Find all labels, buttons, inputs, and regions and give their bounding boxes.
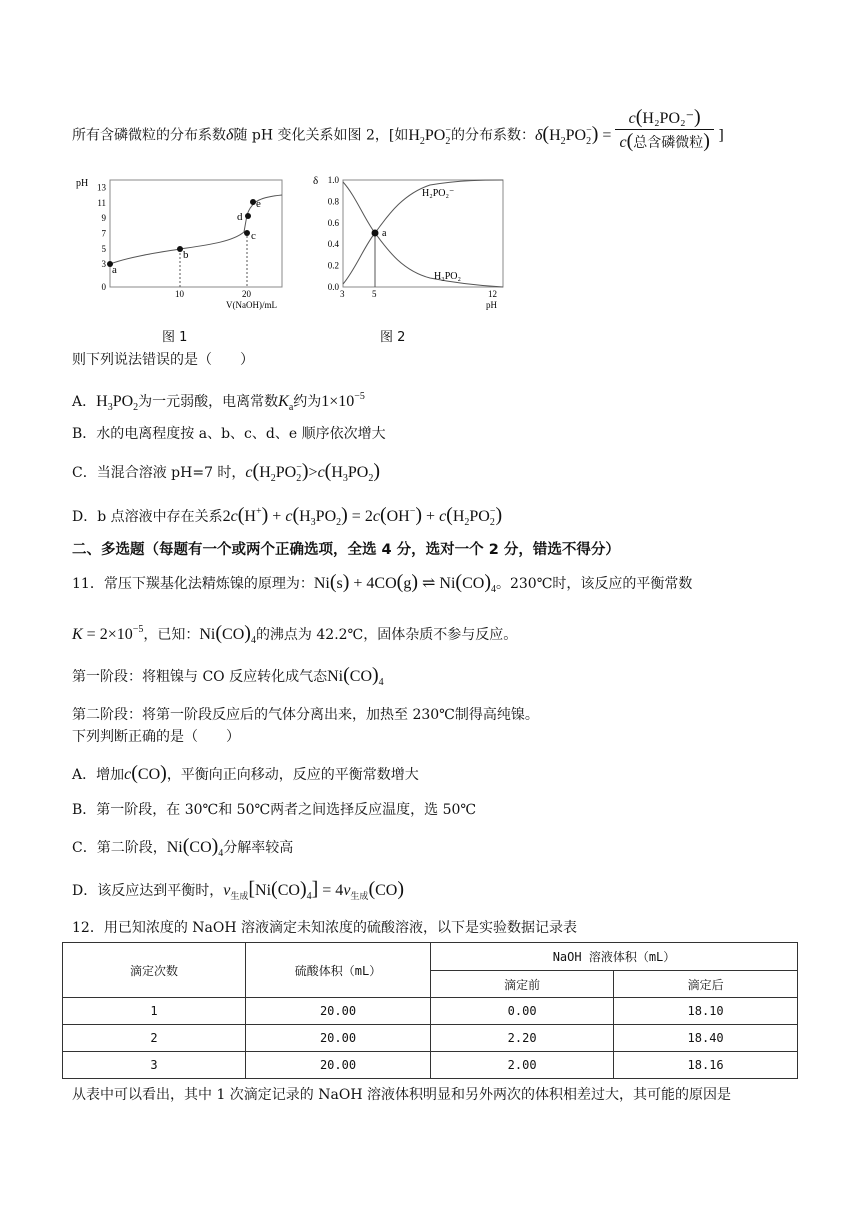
fig2-ytick-label: 0.0 [327, 282, 339, 292]
figure-1-titration-curve [72, 170, 292, 315]
fig2-ytick-label: 0.8 [327, 196, 339, 207]
fraction-denominator: 总含磷微粒 [633, 135, 704, 151]
point-e-label: e [256, 198, 261, 210]
figure-1-caption: 图 1 [162, 330, 188, 345]
point-d-label: d [237, 211, 243, 223]
distribution-fraction: $\frac{\text{c(H₂PO₂⁻)}}{\text{c(总含磷微粒)}}$ [615, 107, 713, 154]
q10-option-a: A．$H_3PO_2$为一元弱酸，电离常数$K_a$约为$1\times 10^{-5}$ [72, 391, 365, 413]
fig2-ylabel: δ [313, 175, 319, 187]
q10-option-b: B．水的电离程度按 a、b、c、d、e 顺序依次增大 [72, 426, 386, 442]
fig2-curve-lower-label: H₃PO₂ [434, 271, 461, 282]
header-times: 滴定次数 [63, 943, 246, 998]
fig1-ytick-label: 7 [101, 228, 106, 239]
fig2-xtick-3: 3 [340, 289, 345, 299]
header-naoh: NaOH 溶液体积（mL） [431, 943, 798, 971]
point-c-label: c [251, 230, 256, 242]
titration-data-table [62, 942, 798, 1079]
fig1-ylabel: pH [76, 178, 89, 189]
fig2-ytick-label: 0.6 [327, 217, 339, 228]
q10-option-d: D．b 点溶液中存在关系$2c(H^+) + c(H_3PO_2) = 2c(OH^-) + c(H_2PO_2^-)$ [72, 504, 503, 528]
q11-stage-1: 第一阶段：将粗镍与 CO 反应转化成气态$Ni(CO)_4$ [72, 664, 384, 688]
fig2-ytick-label: 1.0 [327, 175, 339, 185]
q11-option-a: A．增加c(CO)，平衡向正向移动，反应的平衡常数增大 [72, 762, 419, 784]
q11-option-c: C．第二阶段，$Ni(CO)_4$分解率较高 [72, 835, 294, 859]
header-acid: 硫酸体积（mL） [246, 943, 431, 998]
fig2-xtick-12: 12 [488, 289, 497, 299]
fig2-point-a-label: a [382, 228, 387, 239]
q12-intro: 12．用已知浓度的 NaOH 溶液滴定未知浓度的硫酸溶液，以下是实验数据记录表 [72, 920, 577, 936]
fig2-xtick-5: 5 [372, 289, 377, 299]
figure-2-caption: 图 2 [380, 330, 406, 345]
q11-option-d: D．该反应达到平衡时，$v_{生成}[Ni(CO)_4] = 4v_{生成}(CO)$ [72, 878, 405, 902]
header-before: 滴定前 [431, 971, 614, 998]
q11-option-b: B．第一阶段，在 30℃和 50℃两者之间选择反应温度，选 50℃ [72, 802, 477, 818]
fig1-ytick-label: 13 [97, 182, 106, 193]
section-2-title: 二、多选题（每题有一个或两个正确选项，全选 4 分，选对一个 2 分，错选不得分） [72, 542, 620, 558]
table-row: 2 20.00 2.20 18.40 [63, 1025, 798, 1052]
fig1-ytick-label: 3 [101, 259, 106, 270]
fig1-xtick-10: 10 [175, 289, 184, 299]
fig1-xlabel: V(NaOH)/mL [226, 300, 277, 310]
fig1-ytick-label: 5 [101, 243, 106, 254]
fig2-ytick-label: 0.2 [327, 260, 339, 271]
table-row: 3 20.00 2.00 18.16 [63, 1052, 798, 1079]
header-after: 滴定后 [614, 971, 798, 998]
point-b-label: b [183, 249, 189, 261]
fig2-curve-upper-label: H₂PO₂⁻ [422, 188, 455, 199]
fig1-ytick-label: 9 [101, 213, 106, 224]
q12-footer: 从表中可以看出，其中 1 次滴定记录的 NaOH 溶液体积明显和另外两次的体积相差过大，其可能的原因是 [72, 1087, 731, 1103]
q11-line-2: $K = 2\times 10^{-5}$，已知：$Ni(CO)_4$的沸点为 42.2℃，固体杂质不参与反应。 [72, 622, 518, 646]
fig2-ytick-label: 0.4 [327, 239, 339, 250]
q10-intro-line: 所有含磷微粒的分布系数δ随 pH 变化关系如图 2，[如$H_2PO_2^-$的分布系数：$\delta(H_2PO_2^-)$ = $\frac{\text{c(H₂PO₂⁻)}}{\text{c(总含磷微粒)}}$ ] [72, 106, 724, 152]
fig1-xtick-20: 20 [242, 289, 251, 299]
q10-option-c: C．当混合溶液 pH=7 时，$c(H_2PO_2^-)>c(H_3PO_2)$ [72, 460, 381, 484]
fig1-ytick-label: 0 [101, 282, 106, 292]
q11-stage-2: 第二阶段：将第一阶段反应后的气体分离出来，加热至 230℃制得高纯镍。 [72, 707, 539, 723]
figure-2-distribution-curve [310, 170, 510, 315]
q10-stem: 则下列说法错误的是（ ） [72, 352, 254, 368]
point-a-label: a [112, 264, 117, 276]
fig2-xlabel: pH [486, 300, 497, 310]
q11-stem: 下列判断正确的是（ ） [72, 729, 240, 745]
q10-intro-text: 所有含磷微粒的分布系数 [72, 127, 226, 144]
q10-intro-text-2: 随 pH 变化关系如图 2，[如 [233, 127, 409, 144]
q10-intro-text-3: 的分布系数： [450, 127, 535, 144]
q11-line-1: 11．常压下羰基化法精炼镍的原理为：Ni(s) + 4CO(g) ⇌ $Ni(CO)_4$。230℃时，该反应的平衡常数 [72, 571, 693, 595]
table-row: 1 20.00 0.00 18.10 [63, 998, 798, 1025]
fig1-ytick-label: 11 [97, 197, 106, 208]
